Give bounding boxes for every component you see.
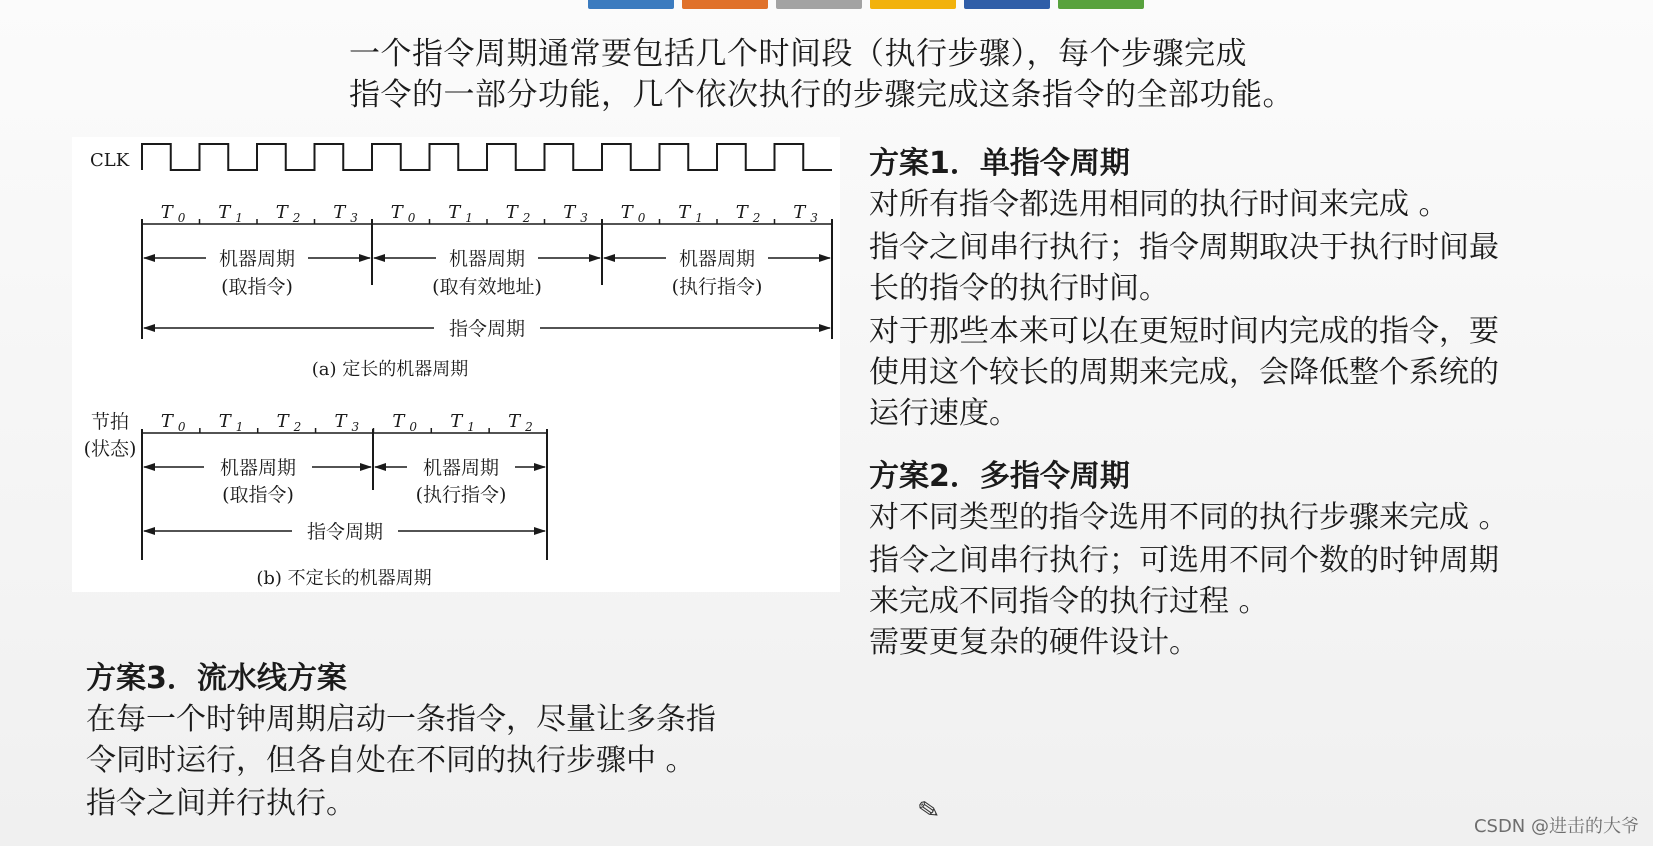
tick-label: T xyxy=(678,202,691,223)
scheme-1-line: 对于那些本来可以在更短时间内完成的指令，要 xyxy=(869,314,1499,349)
beat-label-state: (状态) xyxy=(83,438,137,460)
machine-cycle-label: 机器周期 xyxy=(219,457,297,479)
instruction-cycle-label: 指令周期 xyxy=(306,521,384,543)
tick-label-subscript: 2 xyxy=(752,211,761,225)
tick-label-subscript: 1 xyxy=(465,211,473,225)
machine-cycle-sub: (取指令) xyxy=(222,484,294,506)
scheme-2-line: 需要更复杂的硬件设计。 xyxy=(869,625,1199,660)
scheme-3-line: 在每一个时钟周期启动一条指令，尽量让多条指 xyxy=(86,702,716,737)
tick-label: T xyxy=(620,202,633,223)
tick-label-subscript: 0 xyxy=(177,211,186,225)
tick-label: T xyxy=(793,202,806,223)
scheme-1-section xyxy=(869,143,1499,436)
timing-diagram xyxy=(72,137,840,592)
instruction-cycle-label: 指令周期 xyxy=(448,318,526,340)
tick-label: T xyxy=(160,202,173,223)
tick-label: T xyxy=(505,202,518,223)
intro-line: 指令的一部分功能，几个依次执行的步骤完成这条指令的全部功能。 xyxy=(349,77,1294,113)
diagram-b-caption: (b) 不定长的机器周期 xyxy=(256,568,432,589)
scheme-1-line: 对所有指令都选用相同的执行时间来完成 。 xyxy=(869,187,1449,222)
scheme-2-title: 方案2．多指令周期 xyxy=(869,459,1130,494)
color-bar-segment xyxy=(682,0,768,9)
diagram-a-caption: (a) 定长的机器周期 xyxy=(311,359,469,380)
color-bar-segment xyxy=(588,0,674,9)
tick-label-subscript: 3 xyxy=(810,211,818,225)
scheme-2-section xyxy=(869,456,1509,665)
pen-annotation-icon[interactable]: ✎ xyxy=(915,794,943,828)
tick-label-subscript: 1 xyxy=(235,420,244,434)
tick-label: T xyxy=(218,202,231,223)
timing-diagram-panel xyxy=(72,137,840,592)
tick-label-subscript: 3 xyxy=(350,211,358,225)
scheme-1-line: 长的指令的执行时间。 xyxy=(869,271,1169,306)
scheme-1-title: 方案1．单指令周期 xyxy=(869,146,1130,181)
tick-label-subscript: 1 xyxy=(467,420,475,434)
clk-waveform xyxy=(142,144,832,170)
tick-label: T xyxy=(334,411,347,432)
machine-cycle-label: 机器周期 xyxy=(422,457,500,479)
tick-label-subscript: 0 xyxy=(637,211,646,225)
machine-cycle-sub: (取有效地址) xyxy=(432,276,542,298)
tick-label: T xyxy=(735,202,748,223)
machine-cycle-sub: (执行指令) xyxy=(415,484,507,506)
tick-label: T xyxy=(563,202,576,223)
intro-text xyxy=(349,34,1294,116)
diagram-a-ticks xyxy=(161,202,819,225)
tick-label-subscript: 0 xyxy=(409,420,417,434)
color-bar-segment xyxy=(870,0,956,9)
scheme-1-line: 运行速度。 xyxy=(869,396,1019,431)
tick-label: T xyxy=(390,202,403,223)
machine-cycle-sub: (取指令) xyxy=(221,276,293,298)
machine-cycle-label: 机器周期 xyxy=(218,248,296,270)
machine-cycle-sub: (执行指令) xyxy=(671,276,763,298)
tick-label-subscript: 3 xyxy=(580,211,588,225)
slide-color-bar xyxy=(588,0,1144,9)
tick-label: T xyxy=(450,411,463,432)
color-bar-segment xyxy=(1058,0,1144,9)
scheme-2-line: 对不同类型的指令选用不同的执行步骤来完成 。 xyxy=(869,500,1509,535)
tick-label-subscript: 0 xyxy=(177,420,186,434)
tick-label: T xyxy=(160,411,173,432)
intro-line: 一个指令周期通常要包括几个时间段（执行步骤），每个步骤完成 xyxy=(349,36,1247,72)
tick-label-subscript: 2 xyxy=(292,211,301,225)
tick-label: T xyxy=(333,202,346,223)
color-bar-segment xyxy=(964,0,1050,9)
tick-label-subscript: 0 xyxy=(407,211,416,225)
scheme-1-line: 指令之间串行执行；指令周期取决于执行时间最 xyxy=(869,230,1499,265)
scheme-3-line: 指令之间并行执行。 xyxy=(86,786,356,821)
tick-label: T xyxy=(392,411,405,432)
scheme-3-section xyxy=(86,658,716,826)
machine-cycle-label: 机器周期 xyxy=(448,248,526,270)
tick-label: T xyxy=(508,411,521,432)
tick-label-subscript: 2 xyxy=(525,420,533,434)
tick-label-subscript: 1 xyxy=(695,211,703,225)
scheme-1-line: 使用这个较长的周期来完成，会降低整个系统的 xyxy=(869,355,1499,390)
scheme-2-line: 来完成不同指令的执行过程 。 xyxy=(869,584,1269,619)
color-bar-segment xyxy=(776,0,862,9)
beat-label: 节拍 xyxy=(90,411,130,433)
scheme-2-line: 指令之间串行执行；可选用不同个数的时钟周期 xyxy=(869,543,1499,578)
scheme-3-title: 方案3．流水线方案 xyxy=(86,661,347,696)
tick-label-subscript: 2 xyxy=(522,211,531,225)
csdn-watermark: CSDN @进击的大爷 xyxy=(1473,816,1639,837)
tick-label: T xyxy=(218,411,231,432)
tick-label-subscript: 2 xyxy=(293,420,302,434)
machine-cycle-label: 机器周期 xyxy=(678,248,756,270)
tick-label-subscript: 3 xyxy=(351,420,360,434)
tick-label: T xyxy=(276,411,289,432)
diagram-b-ticks xyxy=(161,411,533,434)
tick-label: T xyxy=(275,202,288,223)
tick-label: T xyxy=(448,202,461,223)
scheme-3-line: 令同时运行，但各自处在不同的执行步骤中 。 xyxy=(86,743,696,778)
clk-label: CLK xyxy=(90,150,130,171)
tick-label-subscript: 1 xyxy=(235,211,243,225)
